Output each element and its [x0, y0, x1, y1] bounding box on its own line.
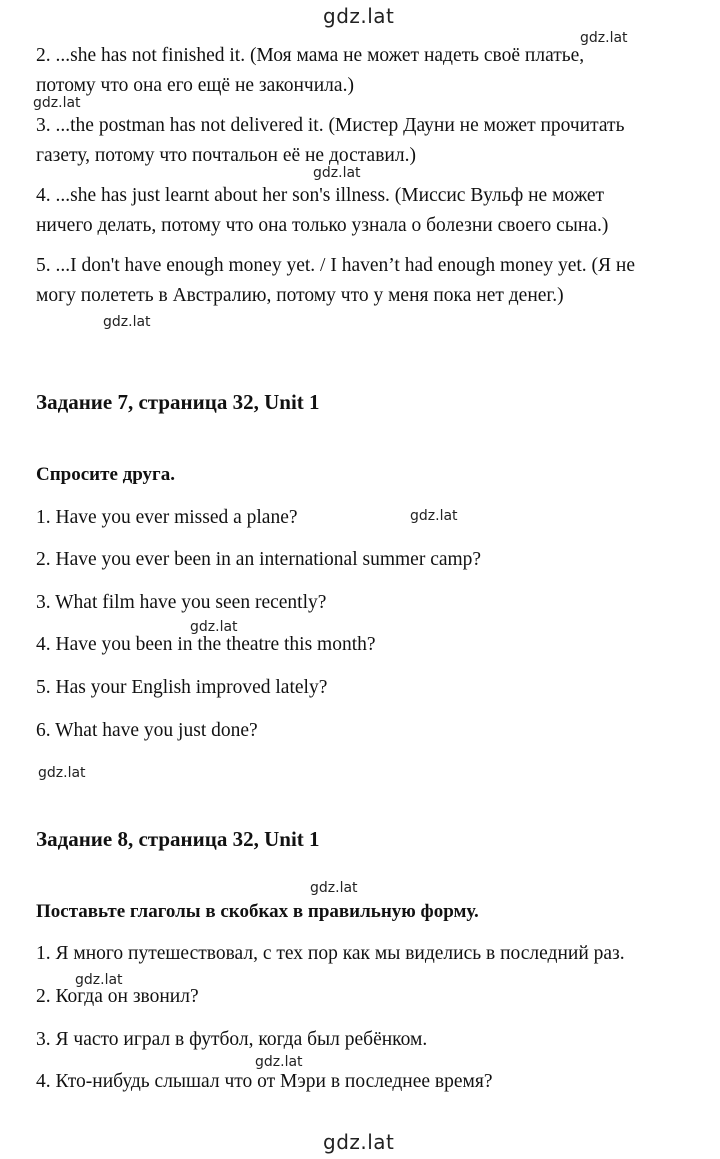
task7-item-1: 1. Have you ever missed a plane?: [36, 507, 298, 528]
task8-item-2: 2. Когда он звонил?: [36, 986, 199, 1007]
answer-item-5-line1: 5. ...I don't have enough money yet. / I haven’t had enough money yet. (Я не: [36, 255, 635, 276]
answer-item-4-line1: 4. ...she has just learnt about her son's illness. (Миссис Вульф не может: [36, 185, 605, 206]
watermark: gdz.lat: [255, 1054, 303, 1070]
watermark: gdz.lat: [190, 619, 238, 635]
task8-instruction: Поставьте глаголы в скобках в правильную форму.: [36, 901, 479, 922]
answer-item-3-line1: 3. ...the postman has not delivered it. (Мистер Дауни не может прочитать: [36, 115, 625, 136]
task7-item-4: 4. Have you been in the theatre this month?: [36, 634, 376, 655]
task7-item-3: 3. What film have you seen recently?: [36, 592, 327, 613]
answer-item-5-line2: могу полететь в Австралию, потому что у меня пока нет денег.): [36, 285, 564, 306]
task8-item-4: 4. Кто-нибудь слышал что от Мэри в последнее время?: [36, 1071, 493, 1092]
watermark: gdz.lat: [75, 972, 123, 988]
answer-item-3-line2: газету, потому что почтальон её не доставил.): [36, 145, 416, 166]
watermark: gdz.lat: [580, 30, 628, 46]
task7-instruction: Спросите друга.: [36, 464, 175, 485]
task7-item-6: 6. What have you just done?: [36, 720, 258, 741]
watermark: gdz.lat: [38, 765, 86, 781]
watermark: gdz.lat: [410, 508, 458, 524]
answer-item-2-line1: 2. ...she has not finished it. (Моя мама не может надеть своё платье,: [36, 45, 585, 66]
task8-item-1: 1. Я много путешествовал, с тех пор как мы виделись в последний раз.: [36, 943, 625, 964]
task7-heading: Задание 7, страница 32, Unit 1: [36, 390, 320, 414]
task7-item-5: 5. Has your English improved lately?: [36, 677, 328, 698]
answer-item-2-line2: потому что она его ещё не закончила.): [36, 75, 354, 96]
watermark: gdz.lat: [310, 880, 358, 896]
task8-item-3: 3. Я часто играл в футбол, когда был ребёнком.: [36, 1029, 428, 1050]
watermark-bottom: gdz.lat: [323, 1130, 395, 1154]
watermark-top: gdz.lat: [323, 4, 395, 28]
task8-heading: Задание 8, страница 32, Unit 1: [36, 827, 320, 851]
watermark: gdz.lat: [33, 95, 81, 111]
task7-item-2: 2. Have you ever been in an international summer camp?: [36, 549, 482, 570]
watermark: gdz.lat: [313, 165, 361, 181]
watermark: gdz.lat: [103, 314, 151, 330]
answer-item-4-line2: ничего делать, потому что она только узнала о болезни своего сына.): [36, 215, 609, 236]
